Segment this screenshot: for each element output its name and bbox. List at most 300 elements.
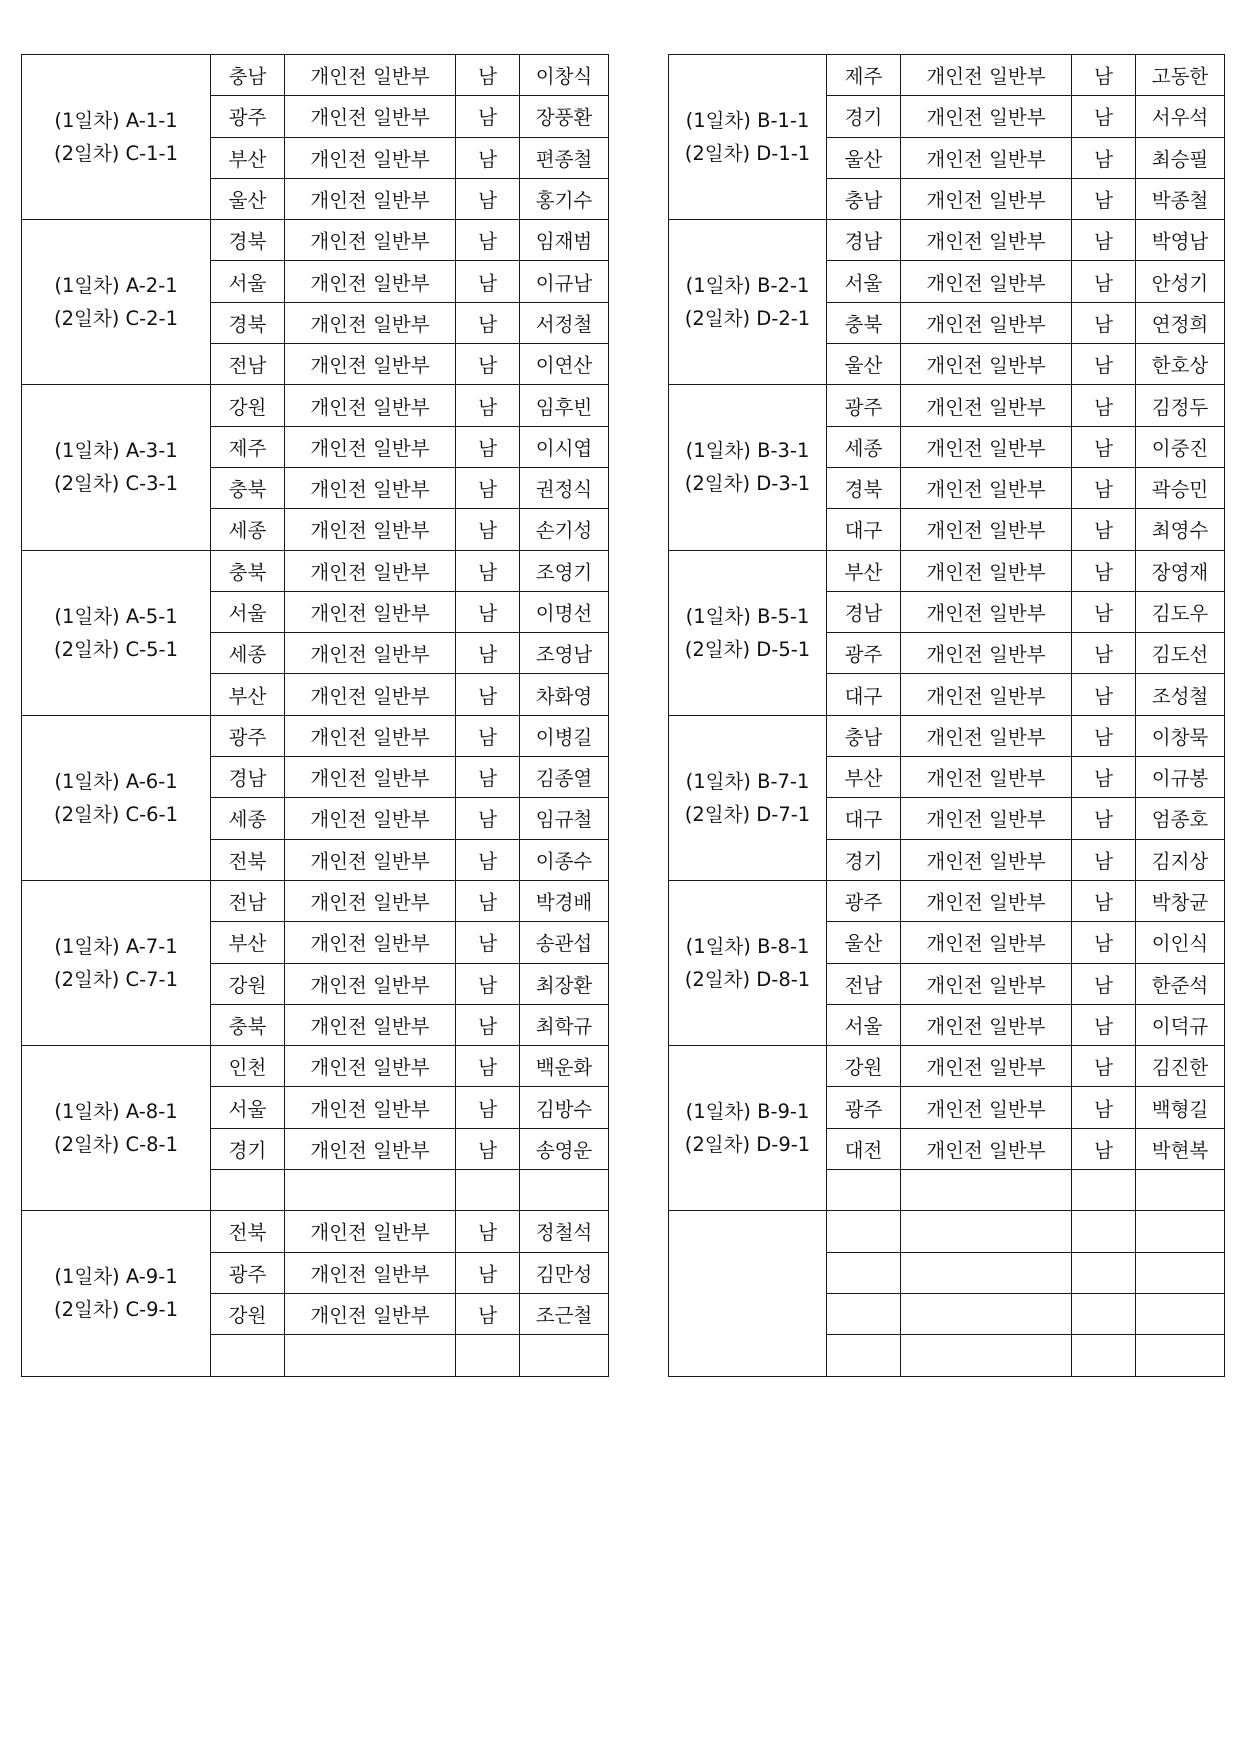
gender-cell: 남	[456, 137, 520, 178]
region-cell: 서울	[211, 591, 285, 632]
event-cell: 개인전 일반부	[285, 633, 456, 674]
region-cell: 강원	[211, 385, 285, 426]
event-cell: 개인전 일반부	[285, 509, 456, 550]
gender-cell: 남	[1072, 1004, 1136, 1045]
region-cell: 대구	[827, 509, 901, 550]
gender-cell: 남	[456, 1046, 520, 1087]
left-schedule-table	[21, 54, 609, 1377]
region-cell: 부산	[827, 757, 901, 798]
day2-group-label: (2일차) D-5-1	[684, 637, 811, 661]
right-table-body	[669, 55, 1225, 1377]
table-row	[669, 550, 1225, 591]
gender-cell: 남	[456, 385, 520, 426]
event-cell	[901, 1335, 1072, 1376]
gender-cell: 남	[1072, 178, 1136, 219]
event-cell: 개인전 일반부	[285, 1252, 456, 1293]
table-row	[669, 1046, 1225, 1087]
group-label-cell	[669, 55, 827, 220]
event-cell: 개인전 일반부	[285, 302, 456, 343]
name-cell	[520, 1170, 609, 1211]
table-row	[22, 1046, 609, 1087]
gender-cell: 남	[456, 344, 520, 385]
gender-cell: 남	[456, 178, 520, 219]
event-cell: 개인전 일반부	[901, 344, 1072, 385]
region-cell: 인천	[211, 1046, 285, 1087]
name-cell: 김도선	[1136, 633, 1225, 674]
region-cell: 전북	[211, 1211, 285, 1252]
region-cell: 전북	[211, 839, 285, 880]
region-cell: 부산	[211, 674, 285, 715]
group-label-cell	[669, 385, 827, 550]
region-cell: 광주	[827, 1087, 901, 1128]
region-cell	[827, 1252, 901, 1293]
table-row	[669, 880, 1225, 921]
gender-cell: 남	[456, 674, 520, 715]
gender-cell	[1072, 1293, 1136, 1334]
name-cell: 이창묵	[1136, 715, 1225, 756]
group-label-cell	[22, 715, 211, 880]
region-cell: 부산	[827, 550, 901, 591]
group-label-cell	[22, 550, 211, 715]
gender-cell: 남	[456, 550, 520, 591]
gender-cell: 남	[456, 591, 520, 632]
region-cell	[211, 1335, 285, 1376]
region-cell: 제주	[211, 426, 285, 467]
day2-group-label: (2일차) C-6-1	[54, 802, 178, 826]
event-cell: 개인전 일반부	[901, 137, 1072, 178]
name-cell: 서정철	[520, 302, 609, 343]
day2-group-label: (2일차) C-5-1	[54, 637, 178, 661]
region-cell: 경북	[827, 467, 901, 508]
event-cell: 개인전 일반부	[285, 55, 456, 96]
event-cell: 개인전 일반부	[901, 591, 1072, 632]
name-cell: 최영수	[1136, 509, 1225, 550]
event-cell: 개인전 일반부	[285, 674, 456, 715]
region-cell: 충남	[827, 178, 901, 219]
gender-cell: 남	[456, 509, 520, 550]
gender-cell: 남	[456, 757, 520, 798]
region-cell	[211, 1170, 285, 1211]
gender-cell: 남	[1072, 137, 1136, 178]
table-row	[22, 715, 609, 756]
region-cell: 세종	[211, 509, 285, 550]
event-cell	[901, 1252, 1072, 1293]
day1-group-label: (1일차) B-2-1	[685, 274, 810, 298]
name-cell: 최학규	[520, 1004, 609, 1045]
region-cell	[827, 1293, 901, 1334]
event-cell: 개인전 일반부	[901, 839, 1072, 880]
region-cell: 충북	[211, 467, 285, 508]
gender-cell: 남	[456, 1293, 520, 1334]
region-cell: 세종	[827, 426, 901, 467]
name-cell: 조영남	[520, 633, 609, 674]
group-label-cell	[22, 1046, 211, 1211]
day1-group-label: (1일차) A-2-1	[54, 274, 178, 298]
event-cell: 개인전 일반부	[901, 385, 1072, 426]
gender-cell: 남	[1072, 839, 1136, 880]
gender-cell	[456, 1170, 520, 1211]
gender-cell: 남	[1072, 1128, 1136, 1169]
gender-cell: 남	[456, 426, 520, 467]
name-cell: 이인식	[1136, 922, 1225, 963]
gender-cell: 남	[1072, 261, 1136, 302]
event-cell: 개인전 일반부	[901, 96, 1072, 137]
table-row	[22, 55, 609, 96]
day1-group-label: (1일차) B-1-1	[685, 109, 810, 133]
event-cell: 개인전 일반부	[285, 1046, 456, 1087]
gender-cell: 남	[456, 1252, 520, 1293]
event-cell: 개인전 일반부	[285, 261, 456, 302]
gender-cell: 남	[1072, 591, 1136, 632]
gender-cell: 남	[456, 55, 520, 96]
region-cell: 서울	[827, 261, 901, 302]
gender-cell: 남	[456, 880, 520, 921]
gender-cell: 남	[1072, 467, 1136, 508]
name-cell: 김만성	[520, 1252, 609, 1293]
day2-group-label: (2일차) C-1-1	[54, 142, 178, 166]
region-cell: 부산	[211, 922, 285, 963]
name-cell: 한준석	[1136, 963, 1225, 1004]
day1-group-label: (1일차) B-7-1	[685, 769, 810, 793]
name-cell: 임규철	[520, 798, 609, 839]
name-cell: 김정두	[1136, 385, 1225, 426]
gender-cell: 남	[456, 302, 520, 343]
event-cell: 개인전 일반부	[901, 922, 1072, 963]
region-cell: 대구	[827, 674, 901, 715]
name-cell: 조근철	[520, 1293, 609, 1334]
name-cell: 연정희	[1136, 302, 1225, 343]
event-cell	[285, 1335, 456, 1376]
event-cell: 개인전 일반부	[285, 963, 456, 1004]
region-cell: 서울	[211, 261, 285, 302]
region-cell: 경남	[827, 220, 901, 261]
day1-group-label: (1일차) A-7-1	[54, 935, 178, 959]
name-cell: 최장환	[520, 963, 609, 1004]
right-schedule-table	[668, 54, 1225, 1377]
gender-cell: 남	[456, 96, 520, 137]
name-cell: 이규남	[520, 261, 609, 302]
region-cell: 서울	[827, 1004, 901, 1045]
gender-cell: 남	[1072, 1046, 1136, 1087]
event-cell: 개인전 일반부	[901, 715, 1072, 756]
gender-cell: 남	[456, 839, 520, 880]
region-cell: 경북	[211, 302, 285, 343]
region-cell: 세종	[211, 798, 285, 839]
day2-group-label: (2일차) D-7-1	[684, 802, 811, 826]
day1-group-label: (1일차) B-5-1	[685, 604, 810, 628]
event-cell: 개인전 일반부	[285, 385, 456, 426]
gender-cell: 남	[456, 1211, 520, 1252]
event-cell: 개인전 일반부	[285, 1004, 456, 1045]
region-cell: 충북	[827, 302, 901, 343]
event-cell	[901, 1293, 1072, 1334]
gender-cell: 남	[1072, 674, 1136, 715]
day1-group-label: (1일차) A-3-1	[54, 439, 178, 463]
region-cell	[827, 1170, 901, 1211]
region-cell: 울산	[211, 178, 285, 219]
name-cell: 안성기	[1136, 261, 1225, 302]
gender-cell: 남	[1072, 798, 1136, 839]
name-cell: 정철석	[520, 1211, 609, 1252]
day1-group-label: (1일차) B-8-1	[685, 935, 810, 959]
gender-cell: 남	[456, 798, 520, 839]
region-cell: 충북	[211, 550, 285, 591]
gender-cell: 남	[456, 220, 520, 261]
day2-group-label: (2일차) D-9-1	[684, 1133, 811, 1157]
region-cell: 광주	[827, 633, 901, 674]
region-cell: 울산	[827, 137, 901, 178]
group-label-cell	[669, 1211, 827, 1376]
gender-cell	[1072, 1335, 1136, 1376]
group-label-cell	[669, 1046, 827, 1211]
event-cell: 개인전 일반부	[901, 55, 1072, 96]
name-cell: 김진한	[1136, 1046, 1225, 1087]
gender-cell: 남	[1072, 509, 1136, 550]
name-cell: 이명선	[520, 591, 609, 632]
gender-cell: 남	[456, 715, 520, 756]
table-row	[22, 220, 609, 261]
region-cell: 광주	[827, 385, 901, 426]
event-cell: 개인전 일반부	[285, 550, 456, 591]
day1-group-label: (1일차) A-6-1	[54, 769, 178, 793]
day1-group-label: (1일차) B-3-1	[685, 439, 810, 463]
name-cell: 김방수	[520, 1087, 609, 1128]
region-cell: 경북	[211, 220, 285, 261]
event-cell: 개인전 일반부	[901, 426, 1072, 467]
gender-cell: 남	[1072, 96, 1136, 137]
gender-cell	[1072, 1211, 1136, 1252]
gender-cell	[456, 1335, 520, 1376]
event-cell: 개인전 일반부	[901, 509, 1072, 550]
event-cell: 개인전 일반부	[285, 96, 456, 137]
name-cell	[1136, 1211, 1225, 1252]
name-cell: 엄종호	[1136, 798, 1225, 839]
name-cell: 홍기수	[520, 178, 609, 219]
group-label-cell	[22, 880, 211, 1045]
day2-group-label: (2일차) D-3-1	[684, 472, 811, 496]
region-cell: 대전	[827, 1128, 901, 1169]
gender-cell: 남	[456, 1004, 520, 1045]
name-cell: 한호상	[1136, 344, 1225, 385]
day2-group-label: (2일차) D-2-1	[684, 307, 811, 331]
event-cell: 개인전 일반부	[285, 137, 456, 178]
name-cell	[1136, 1170, 1225, 1211]
region-cell: 대구	[827, 798, 901, 839]
region-cell: 울산	[827, 922, 901, 963]
event-cell: 개인전 일반부	[901, 963, 1072, 1004]
event-cell: 개인전 일반부	[901, 220, 1072, 261]
region-cell: 전남	[211, 344, 285, 385]
name-cell: 백운화	[520, 1046, 609, 1087]
region-cell: 전남	[827, 963, 901, 1004]
region-cell: 부산	[211, 137, 285, 178]
name-cell: 송관섭	[520, 922, 609, 963]
name-cell: 박종철	[1136, 178, 1225, 219]
day2-group-label: (2일차) C-3-1	[54, 472, 178, 496]
gender-cell	[1072, 1170, 1136, 1211]
event-cell: 개인전 일반부	[285, 880, 456, 921]
table-row	[22, 385, 609, 426]
event-cell: 개인전 일반부	[285, 839, 456, 880]
event-cell: 개인전 일반부	[285, 757, 456, 798]
region-cell: 강원	[211, 963, 285, 1004]
gender-cell: 남	[456, 922, 520, 963]
name-cell: 박현복	[1136, 1128, 1225, 1169]
name-cell: 차화영	[520, 674, 609, 715]
day2-group-label: (2일차) D-1-1	[684, 142, 811, 166]
event-cell: 개인전 일반부	[285, 1211, 456, 1252]
name-cell	[1136, 1335, 1225, 1376]
gender-cell: 남	[456, 963, 520, 1004]
gender-cell: 남	[1072, 55, 1136, 96]
name-cell: 이연산	[520, 344, 609, 385]
gender-cell: 남	[456, 1128, 520, 1169]
gender-cell: 남	[1072, 715, 1136, 756]
event-cell: 개인전 일반부	[901, 1046, 1072, 1087]
region-cell: 울산	[827, 344, 901, 385]
name-cell: 이덕규	[1136, 1004, 1225, 1045]
event-cell: 개인전 일반부	[901, 1004, 1072, 1045]
name-cell	[1136, 1293, 1225, 1334]
region-cell	[827, 1211, 901, 1252]
group-label-cell	[669, 550, 827, 715]
event-cell: 개인전 일반부	[901, 550, 1072, 591]
day1-group-label: (1일차) A-8-1	[54, 1100, 178, 1124]
name-cell: 박영남	[1136, 220, 1225, 261]
gender-cell: 남	[1072, 550, 1136, 591]
region-cell: 경기	[827, 839, 901, 880]
group-label-cell	[22, 385, 211, 550]
event-cell: 개인전 일반부	[285, 1087, 456, 1128]
region-cell: 경남	[211, 757, 285, 798]
gender-cell: 남	[1072, 344, 1136, 385]
event-cell: 개인전 일반부	[285, 467, 456, 508]
name-cell: 김지상	[1136, 839, 1225, 880]
name-cell: 권정식	[520, 467, 609, 508]
event-cell: 개인전 일반부	[285, 220, 456, 261]
name-cell: 이시엽	[520, 426, 609, 467]
name-cell: 김도우	[1136, 591, 1225, 632]
event-cell: 개인전 일반부	[285, 1128, 456, 1169]
region-cell	[827, 1335, 901, 1376]
name-cell: 이중진	[1136, 426, 1225, 467]
name-cell: 백형길	[1136, 1087, 1225, 1128]
day2-group-label: (2일차) C-8-1	[54, 1133, 178, 1157]
day2-group-label: (2일차) D-8-1	[684, 968, 811, 992]
region-cell: 광주	[211, 1252, 285, 1293]
name-cell: 이종수	[520, 839, 609, 880]
region-cell: 서울	[211, 1087, 285, 1128]
name-cell: 박경배	[520, 880, 609, 921]
event-cell: 개인전 일반부	[285, 715, 456, 756]
event-cell: 개인전 일반부	[285, 178, 456, 219]
event-cell	[901, 1211, 1072, 1252]
region-cell: 강원	[827, 1046, 901, 1087]
event-cell	[901, 1170, 1072, 1211]
gender-cell: 남	[1072, 302, 1136, 343]
gender-cell: 남	[456, 1087, 520, 1128]
event-cell: 개인전 일반부	[901, 467, 1072, 508]
region-cell: 강원	[211, 1293, 285, 1334]
day1-group-label: (1일차) A-9-1	[54, 1265, 178, 1289]
name-cell	[1136, 1252, 1225, 1293]
gender-cell: 남	[456, 633, 520, 674]
region-cell: 광주	[827, 880, 901, 921]
gender-cell: 남	[1072, 757, 1136, 798]
gender-cell: 남	[1072, 880, 1136, 921]
table-row	[669, 715, 1225, 756]
left-table-body	[22, 55, 609, 1377]
table-row	[669, 385, 1225, 426]
gender-cell	[1072, 1252, 1136, 1293]
table-row	[22, 1211, 609, 1252]
gender-cell: 남	[1072, 220, 1136, 261]
region-cell: 광주	[211, 715, 285, 756]
event-cell: 개인전 일반부	[901, 178, 1072, 219]
event-cell: 개인전 일반부	[901, 1128, 1072, 1169]
event-cell: 개인전 일반부	[285, 426, 456, 467]
group-label-cell	[669, 880, 827, 1045]
event-cell: 개인전 일반부	[901, 633, 1072, 674]
event-cell: 개인전 일반부	[901, 1087, 1072, 1128]
day2-group-label: (2일차) C-7-1	[54, 968, 178, 992]
event-cell: 개인전 일반부	[901, 880, 1072, 921]
day1-group-label: (1일차) A-5-1	[54, 604, 178, 628]
table-row	[22, 550, 609, 591]
event-cell: 개인전 일반부	[285, 798, 456, 839]
group-label-cell	[669, 220, 827, 385]
name-cell: 고동한	[1136, 55, 1225, 96]
gender-cell: 남	[1072, 922, 1136, 963]
region-cell: 충남	[827, 715, 901, 756]
gender-cell: 남	[1072, 385, 1136, 426]
group-label-cell	[22, 1211, 211, 1376]
event-cell: 개인전 일반부	[285, 922, 456, 963]
region-cell: 경기	[211, 1128, 285, 1169]
gender-cell: 남	[1072, 1087, 1136, 1128]
event-cell	[285, 1170, 456, 1211]
event-cell: 개인전 일반부	[901, 798, 1072, 839]
event-cell: 개인전 일반부	[285, 591, 456, 632]
region-cell: 경기	[827, 96, 901, 137]
event-cell: 개인전 일반부	[901, 261, 1072, 302]
event-cell: 개인전 일반부	[901, 302, 1072, 343]
gender-cell: 남	[456, 261, 520, 302]
group-label-cell	[669, 715, 827, 880]
event-cell: 개인전 일반부	[901, 757, 1072, 798]
name-cell: 최승필	[1136, 137, 1225, 178]
name-cell: 임후빈	[520, 385, 609, 426]
name-cell: 이규봉	[1136, 757, 1225, 798]
name-cell: 서우석	[1136, 96, 1225, 137]
name-cell: 손기성	[520, 509, 609, 550]
name-cell: 임재범	[520, 220, 609, 261]
name-cell: 이창식	[520, 55, 609, 96]
name-cell: 박창균	[1136, 880, 1225, 921]
region-cell: 전남	[211, 880, 285, 921]
table-row	[669, 1211, 1225, 1252]
name-cell: 송영운	[520, 1128, 609, 1169]
gender-cell: 남	[1072, 963, 1136, 1004]
region-cell: 충남	[211, 55, 285, 96]
gender-cell: 남	[1072, 426, 1136, 467]
day1-group-label: (1일차) B-9-1	[685, 1100, 810, 1124]
name-cell: 이병길	[520, 715, 609, 756]
region-cell: 경남	[827, 591, 901, 632]
group-label-cell	[22, 55, 211, 220]
group-label-cell	[22, 220, 211, 385]
table-row	[669, 55, 1225, 96]
